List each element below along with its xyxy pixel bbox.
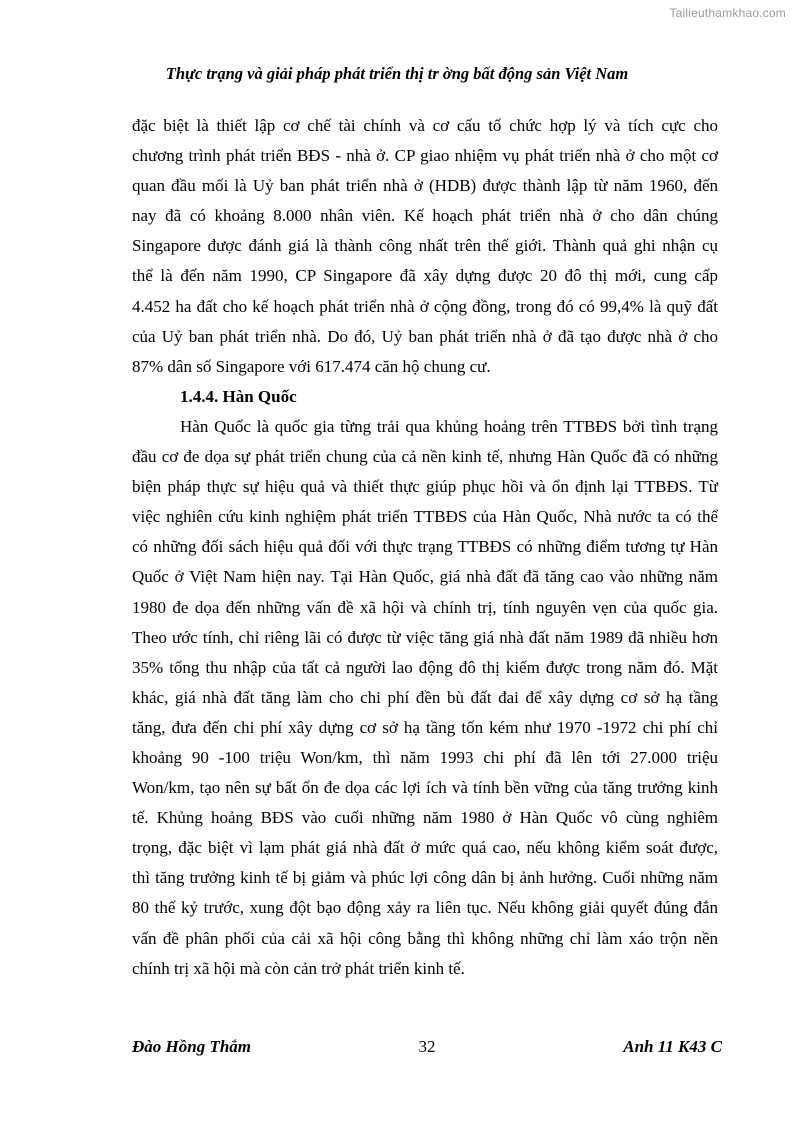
text-line: 4.452 ha đất cho kế hoạch phát triển nhà ở cộng đồng, trong đó có 99,4% là quỹ đất [132, 296, 718, 316]
text-line: Quốc ở Việt Nam hiện nay. Tại Hàn Quốc, giá nhà đất đã tăng cao vào những năm [132, 567, 718, 587]
body-text [132, 111, 718, 984]
footer-author: Đào Hồng Thắm [132, 1037, 252, 1056]
text-line: 80 thế kỷ trước, xung đột bạo động xảy ra liên tục. Nếu không giải quyết đúng đắn [132, 898, 718, 918]
section-heading: 1.4.4. Hàn Quốc [180, 386, 297, 406]
text-line: đầu cơ đe dọa sự phát triển chung của cả nền kinh tế, nhưng Hàn Quốc đã có những [132, 447, 718, 467]
text-line: tăng, đưa đến chi phí xây dựng cơ sở hạ tầng tốn kém như 1970 -1972 chi phí chỉ [132, 717, 718, 737]
text-line: của Uỷ ban phát triển nhà. Do đó, Uỷ ban phát triển nhà ở đã tạo được nhà ở cho [132, 326, 718, 346]
text-line: quan đầu mối là Uỷ ban phát triển nhà ở (HDB) được thành lập từ năm 1960, đến [132, 176, 718, 196]
text-line: thể là đến năm 1990, CP Singapore đã xây dựng được 20 đô thị mới, cung cấp [132, 266, 718, 286]
text-line: tế. Khủng hoảng BĐS vào cuối những năm 1980 ở Hàn Quốc vô cùng nghiêm [132, 808, 718, 828]
text-line: việc nghiên cứu kinh nghiệm phát triển TTBĐS của Hàn Quốc, Nhà nước ta có thể [132, 507, 718, 527]
text-line: chương trình phát triển BĐS - nhà ở. CP giao nhiệm vụ phát triển nhà ở cho một cơ [132, 146, 718, 166]
text-line: đặc biệt là thiết lập cơ chế tài chính và cơ cấu tổ chức hợp lý và tích cực cho [132, 116, 718, 135]
text-line: vấn đề phân phối của cải xã hội công bằng thì không những chỉ làm xáo trộn nền [132, 928, 718, 948]
text-line: khoảng 90 -100 triệu Won/km, thì năm 1993 chi phí đã lên tới 27.000 triệu [132, 747, 718, 767]
text-line: chính trị xã hội mà còn cản trở phát triển kinh tế. [132, 958, 465, 978]
text-line: thì tăng trưởng kinh tế bị giảm và phúc lợi công dân bị ảnh hưởng. Cuối những năm [132, 868, 718, 888]
running-header: Thực trạng và giải pháp phát triển thị tr ờng bất động sản Việt Nam [165, 64, 629, 83]
text-line: 87% dân số Singapore với 617.474 căn hộ chung cư. [132, 356, 491, 376]
text-line: khác, giá nhà đất tăng làm cho chi phí đền bù đất đai để xây dựng cơ sở hạ tầng [132, 687, 718, 707]
paragraph-singapore [132, 111, 718, 382]
text-line: Theo ước tính, chỉ riêng lãi có được từ việc tăng giá nhà đất năm 1989 đã nhiều hơn [132, 627, 718, 647]
paragraph-han-quoc [132, 412, 718, 984]
page-footer [132, 1037, 722, 1059]
text-line: 35% tổng thu nhập của tất cả người lao động đô thị kiếm được trong năm đó. Mặt [132, 657, 718, 677]
text-line: biện pháp thực sự hiệu quả và thiết thực giúp phục hồi và ổn định lại TTBĐS. Từ [132, 477, 718, 497]
text-line: Singapore được đánh giá là thành công nhất trên thế giới. Thành quả ghi nhận cụ [132, 236, 718, 256]
page-number: 32 [418, 1037, 436, 1056]
footer-class: Anh 11 K43 C [623, 1037, 722, 1056]
text-line: trọng, đặc biệt vì lạm phát giá nhà đất ở mức quá cao, nếu không kiểm soát được, [132, 838, 718, 858]
text-line: nay đã có khoảng 8.000 nhân viên. Kế hoạch phát triển nhà ở cho dân chúng [132, 206, 718, 226]
text-line: có những đối sách hiệu quả đối với thực trạng TTBĐS có những điểm tương tự Hàn [132, 537, 718, 557]
text-line: 1980 đe dọa đến những vấn đề xã hội và chính trị, tính nguyên vẹn của quốc gia. [132, 597, 718, 617]
text-line: Won/km, tạo nên sự bất ổn đe dọa các lợi ích và tính bền vững của tăng trưởng kinh [132, 778, 718, 798]
watermark: Tailieuthamkhao.com [669, 6, 786, 20]
text-line: Hàn Quốc là quốc gia từng trải qua khủng hoảng trên TTBĐS bởi tình trạng [180, 416, 718, 436]
